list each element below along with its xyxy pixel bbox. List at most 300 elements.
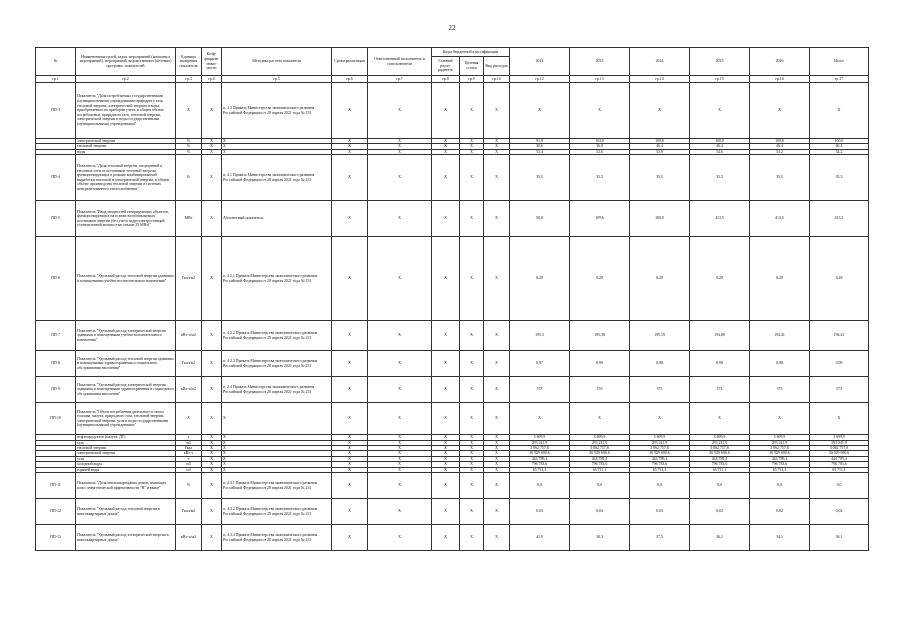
responsible-cell: X [368,83,432,139]
value-2023: 53,6 [570,149,630,154]
coef-cell: X [202,201,222,237]
value-total: 293 241,9 [810,440,869,445]
method-cell: п. 4.3.2 Приказа Министерства экономического развития Российской Федерации от 28 апреля 2021 года № 231 [222,499,332,525]
table-body [36,83,869,551]
target-cell: X [460,525,484,551]
value-2022: 65 711,1 [510,467,570,472]
value-2024: 444 789,4 [630,456,690,461]
value-2025: 35,5 [690,155,750,201]
col-header-budget-codes: Коды бюджетной классификации [432,48,510,57]
method-cell: X [222,467,332,472]
value-2025: 100,0 [690,139,750,144]
exptype-cell: X [484,440,510,445]
colnum: гр.4 [202,76,222,83]
colnum: гр.2 [76,76,176,83]
value-2023: 576 [570,377,630,403]
deadline-cell: X [332,321,368,351]
value-2022: 0,28 [510,237,570,321]
target-cell: X [460,446,484,451]
value-2025: 54,6 [690,149,750,154]
exptype-cell: X [484,456,510,461]
value-2026: 3 699,9 [750,435,810,440]
chief-cell: X [432,456,460,461]
value-total: 36,1 [810,525,869,551]
indicator-row [36,525,869,551]
col-header-2024: 2024 [630,48,690,76]
chief-cell: X [432,149,460,154]
chief-cell: X [432,446,460,451]
deadline-cell: X [332,403,368,435]
coef-cell: X [202,499,222,525]
chief-cell: X [432,201,460,237]
value-total: 444 789,4 [810,456,869,461]
col-header-unit: Единица измерения показателя [176,48,202,76]
responsible-cell: X [368,451,432,456]
deadline-cell: X [332,149,368,154]
colnum: гр.1 [36,76,76,83]
value-2023: 35,5 [570,155,630,201]
value-total: 35,5 [810,155,869,201]
col-header-deadline: Сроки реализации [332,48,368,76]
deadline-cell: X [332,201,368,237]
indicator-name: Показатель "Удельный расход электрической энергии зданиями и помещениями здравоохранения и социального обслуживания населения" [76,377,176,403]
coef-cell: X [202,440,222,445]
coef-cell: X [202,321,222,351]
indicator-name: Показатель "Удельный расход тепловой энергии зданиями и помещениями здравоохранения и социального обслуживания населения" [76,351,176,377]
unit-cell: м3 [176,467,202,472]
exptype-cell: X [484,473,510,499]
value-2025: 0,28 [690,237,750,321]
value-total: 65 711,1 [810,467,869,472]
value-2022: 30 929 690,6 [510,451,570,456]
colnum: гр.9 [460,76,484,83]
indicator-row [36,403,869,435]
exptype-cell: X [484,435,510,440]
responsible-cell: X [368,237,432,321]
indicator-name: нефтепродуктов (мазута, ДТ) [76,435,176,440]
deadline-cell: X [332,499,368,525]
indicator-code: ПП-10 [36,403,76,435]
col-header-2022: 2022 [510,48,570,76]
coef-cell: X [202,403,222,435]
target-cell: X [460,435,484,440]
value-2026: 444 789,4 [750,456,810,461]
value-2024: 37,5 [630,525,690,551]
indicator-name: электрической энергии [76,139,176,144]
method-cell: п. 4.1 Приказа Министерства экономического развития Российской Федерации от 28 апреля 2021 года № 231 [222,155,332,201]
indicator-name: воды [76,149,176,154]
target-cell: X [460,456,484,461]
exptype-cell: X [484,139,510,144]
value-2023: X [570,83,630,139]
exptype-cell: X [484,321,510,351]
chief-cell: X [432,155,460,201]
responsible-cell: X [368,144,432,149]
colnum: гр.5 [222,76,332,83]
target-cell: X [460,155,484,201]
method-cell: X [222,139,332,144]
value-2023: 30 929 690,6 [570,451,630,456]
indicator-code: ПП-5 [36,201,76,237]
indicator-code: ПП-11 [36,473,76,499]
value-2023: 38,3 [570,525,630,551]
deadline-cell: X [332,440,368,445]
value-2023: 3 062 757,8 [570,446,630,451]
exptype-cell: X [484,446,510,451]
chief-cell: X [432,467,460,472]
colnum: гр.15 [690,76,750,83]
deadline-cell: X [332,462,368,467]
value-2025: 36,1 [690,525,750,551]
responsible-cell: X [368,351,432,377]
col-header-no: № [36,48,76,76]
value-2026: 0,0 [750,473,810,499]
exptype-cell: X [484,525,510,551]
deadline-cell: X [332,473,368,499]
target-cell: X [460,139,484,144]
coef-cell: X [202,155,222,201]
value-2023: 109,6 [570,201,630,237]
deadline-cell: X [332,237,368,321]
coef-cell: X [202,473,222,499]
colnum: гр.13 [570,76,630,83]
unit-cell: Гкал [176,446,202,451]
value-2022: 35,5 [510,155,570,201]
indicator-code: ПП-7 [36,321,76,351]
chief-cell: X [432,83,460,139]
target-cell: X [460,321,484,351]
value-2025: 65 711,1 [690,467,750,472]
col-header-exptype: Вид расходов [484,57,510,76]
responsible-cell: X [368,377,432,403]
deadline-cell: X [332,155,368,201]
responsible-cell: X [368,435,432,440]
exptype-cell: X [484,237,510,321]
value-2024: 65 711,1 [630,467,690,472]
deadline-cell: X [332,446,368,451]
value-2023: 195,38 [570,321,630,351]
method-cell: п. 4.2.1 Приказа Министерства экономического развития Российской Федерации от 28 апреля 2021 года № 231 [222,237,332,321]
coef-cell: X [202,144,222,149]
target-cell: X [460,440,484,445]
value-total: 30 929 690,6 [810,451,869,456]
value-2025: 796 783,6 [690,462,750,467]
target-cell: X [460,201,484,237]
col-header-target: Целевая статья [460,57,484,76]
value-2025: X [690,403,750,435]
value-2022: 0,03 [510,499,570,525]
method-cell: п. 4.2.2 Приказа Министерства экономического развития Российской Федерации от 28 апреля 2021 года № 231 [222,321,332,351]
value-total: 3 699,9 [810,435,869,440]
value-2024: 100,0 [630,139,690,144]
value-2023: 444 789,4 [570,456,630,461]
chief-cell: X [432,351,460,377]
indicator-name: газа [76,440,176,445]
unit-cell: м3 [176,440,202,445]
indicator-name: Показатель "Доля потребляемых государственными (муниципальными) учреждениями природного газа, тепловой энергии, электрической энергии и воды, приобретаемых по приборам учета, в общем объеме потребляемых природного газа, тепловой энергии, электрической энергии и воды государственными (муниципальными) учреждениями" [76,83,176,139]
responsible-cell: X [368,139,432,144]
value-total: 46,4 [810,144,869,149]
target-cell: X [460,149,484,154]
responsible-cell: X [368,321,432,351]
coef-cell: X [202,139,222,144]
chief-cell: X [432,237,460,321]
value-2026: 100,0 [750,139,810,144]
value-2023: 65 711,1 [570,467,630,472]
chief-cell: X [432,440,460,445]
value-total: 796 783,6 [810,462,869,467]
unit-cell: % [176,473,202,499]
method-cell: п. 3.3 Приказа Министерства экономического развития Российской Федерации от 28 апреля 2021 года № 231 [222,83,332,139]
value-2025: 0,0 [690,473,750,499]
target-cell: X [460,467,484,472]
chief-cell: X [432,403,460,435]
deadline-cell: X [332,139,368,144]
value-2024: 0,98 [630,351,690,377]
responsible-cell: X [368,149,432,154]
coef-cell: X [202,377,222,403]
target-cell: X [460,473,484,499]
value-2025: 3 699,9 [690,435,750,440]
value-2026: X [750,403,810,435]
value-total: 0,28 [810,237,869,321]
unit-cell: т [176,435,202,440]
colnum: гр.7 [368,76,432,83]
exptype-cell: X [484,467,510,472]
unit-cell: кВт·ч/м2 [176,377,202,403]
value-2025: 0,98 [690,351,750,377]
exptype-cell: X [484,351,510,377]
coef-cell: X [202,83,222,139]
method-cell: п. 4.2.3 Приказа Министерства экономического развития Российской Федерации от 28 апреля 2021 года № 231 [222,351,332,377]
exptype-cell: X [484,451,510,456]
target-cell: X [460,237,484,321]
method-cell: X [222,144,332,149]
value-2026: 0,98 [750,351,810,377]
coef-cell: X [202,149,222,154]
deadline-cell: X [332,83,368,139]
unit-cell: кВт·ч/м2 [176,525,202,551]
responsible-cell: X [368,403,432,435]
target-cell: X [460,403,484,435]
value-2023: 36,8 [570,144,630,149]
colnum: гр.16 [750,76,810,83]
indicator-row [36,237,869,321]
target-cell: X [460,144,484,149]
coef-cell: X [202,525,222,551]
value-2026: 65 711,1 [750,467,810,472]
value-2025: 293 241,9 [690,440,750,445]
value-2025: 3 062 757,8 [690,446,750,451]
value-2024: 796 783,6 [630,462,690,467]
responsible-cell: X [368,456,432,461]
coef-cell: X [202,467,222,472]
value-2022: 578 [510,377,570,403]
responsible-cell: X [368,155,432,201]
indicator-code: ПП-13 [36,525,76,551]
exptype-cell: X [484,149,510,154]
deadline-cell: X [332,456,368,461]
deadline-cell: X [332,435,368,440]
responsible-cell: X [368,499,432,525]
indicator-name: угля [76,456,176,461]
indicator-row [36,155,869,201]
responsible-cell: X [368,467,432,472]
unit-cell: м3 [176,462,202,467]
indicator-name: электрической энергии [76,451,176,456]
value-2022: 30,6 [510,144,570,149]
method-cell: п. 2.4 Приказа Министерства экономического развития Российской Федерации от 28 апреля 2021 года № 231 [222,377,332,403]
value-2022: X [510,83,570,139]
coef-cell: X [202,435,222,440]
indicator-code: ПП-4 [36,155,76,201]
target-cell: X [460,451,484,456]
value-2025: 194,80 [690,321,750,351]
value-2023: 293 241,9 [570,440,630,445]
value-2024: 3 062 757,8 [630,446,690,451]
coef-cell: X [202,446,222,451]
target-cell: X [460,377,484,403]
value-2024: 3 699,9 [630,435,690,440]
colnum: гр.6 [332,76,368,83]
chief-cell: X [432,144,460,149]
indicator-name: горячей воды [76,467,176,472]
chief-cell: X [432,499,460,525]
target-cell: X [460,499,484,525]
method-cell: X [222,440,332,445]
method-cell: X [222,446,332,451]
col-header-method: Методика расчета показателя [222,48,332,76]
unit-cell: т [176,456,202,461]
indicator-name: тепловой энергии [76,144,176,149]
method-cell: X [222,403,332,435]
chief-cell: X [432,462,460,467]
coef-cell: X [202,451,222,456]
value-2023: 3 699,9 [570,435,630,440]
indicator-code: ПП-9 [36,377,76,403]
indicator-name: холодной воды [76,462,176,467]
value-2025: 444 789,4 [690,456,750,461]
method-cell: п. 4.3.1 Приказа Министерства экономического развития Российской Федерации от 28 апреля 2021 года № 231 [222,473,332,499]
exptype-cell: X [484,499,510,525]
col-header-2025: 2025 [690,48,750,76]
value-2026: 194,41 [750,321,810,351]
deadline-cell: X [332,525,368,551]
indicator-name: Показатель "Удельный расход электрической энергии зданиями и помещениями учебно-воспитательного назначения" [76,321,176,351]
method-cell: X [222,149,332,154]
indicator-name: Показатель "Удельный расход тепловой энергии в многоквартирных домах" [76,499,176,525]
exptype-cell: X [484,403,510,435]
value-2024: 0,03 [630,499,690,525]
responsible-cell: X [368,440,432,445]
value-2024: 35,5 [630,155,690,201]
value-2022: 796 783,6 [510,462,570,467]
value-2022: 444 789,4 [510,456,570,461]
method-cell: Абсолютный показатель [222,201,332,237]
indicator-row [36,83,869,139]
value-2026: 293 241,9 [750,440,810,445]
value-total: 194,41 [810,321,869,351]
col-header-total: Итого [810,48,869,76]
method-cell: X [222,462,332,467]
chief-cell: X [432,451,460,456]
unit-cell: Гкал/м2 [176,499,202,525]
value-2026: 0,28 [750,237,810,321]
colnum: гр.12 [510,76,570,83]
value-2023: 0,99 [570,351,630,377]
value-2024: 0,0 [630,473,690,499]
value-2026: 573 [750,377,810,403]
value-2022: 41,0 [510,525,570,551]
value-2024: X [630,83,690,139]
chief-cell: X [432,139,460,144]
exptype-cell: X [484,377,510,403]
col-header-chief: Главный распо-рядитель [432,57,460,76]
value-2022: 50,0 [510,201,570,237]
unit-cell: X [176,83,202,139]
value-2026: 30 929 690,6 [750,451,810,456]
chief-cell: X [432,473,460,499]
unit-cell: % [176,149,202,154]
unit-cell: % [176,144,202,149]
value-2025: 0,02 [690,499,750,525]
value-2026: 54,2 [750,149,810,154]
value-2022: X [510,403,570,435]
value-2023: 104,0 [570,139,630,144]
indicator-name: Показатель "Доля многоквартирных домов, имеющих класс энергетической эффективности "В" и выше" [76,473,176,499]
value-2026: 35,5 [750,155,810,201]
coef-cell: X [202,237,222,321]
unit-cell: кВт·ч [176,451,202,456]
value-total: 100,0 [810,139,869,144]
indicator-row [36,351,869,377]
value-2022: 3 062 757,8 [510,446,570,451]
responsible-cell: X [368,446,432,451]
header-row-1 [36,48,869,57]
colnum: гр.8 [432,76,460,83]
value-2022: 53,4 [510,149,570,154]
value-total: 573 [810,377,869,403]
indicator-code: ПП-6 [36,237,76,321]
responsible-cell: X [368,525,432,551]
indicator-row [36,321,869,351]
value-2025: 574 [690,377,750,403]
value-total: 413,5 [810,201,869,237]
exptype-cell: X [484,201,510,237]
exptype-cell: X [484,462,510,467]
exptype-cell: X [484,155,510,201]
value-2026: 796 783,6 [750,462,810,467]
value-2023: 0,28 [570,237,630,321]
unit-cell: X [176,403,202,435]
value-2022: 195,3 [510,321,570,351]
value-2024: 46,4 [630,144,690,149]
colnum: гр.3 [176,76,202,83]
value-2023: 796 783,6 [570,462,630,467]
value-2024: 30 929 690,6 [630,451,690,456]
value-2024: 293 241,9 [630,440,690,445]
value-2022: 0,97 [510,351,570,377]
colnum: гр.17 [810,76,869,83]
indicator-name: тепловой энергии [76,446,176,451]
value-2022: 0,0 [510,473,570,499]
deadline-cell: X [332,377,368,403]
indicator-name: Показатель "Удельный расход тепловой энергии зданиями и помещениями учебно-воспитательного назначения" [76,237,176,321]
coef-cell: X [202,462,222,467]
value-2023: 0,0 [570,473,630,499]
value-total: X [810,403,869,435]
value-total: 0,98 [810,351,869,377]
